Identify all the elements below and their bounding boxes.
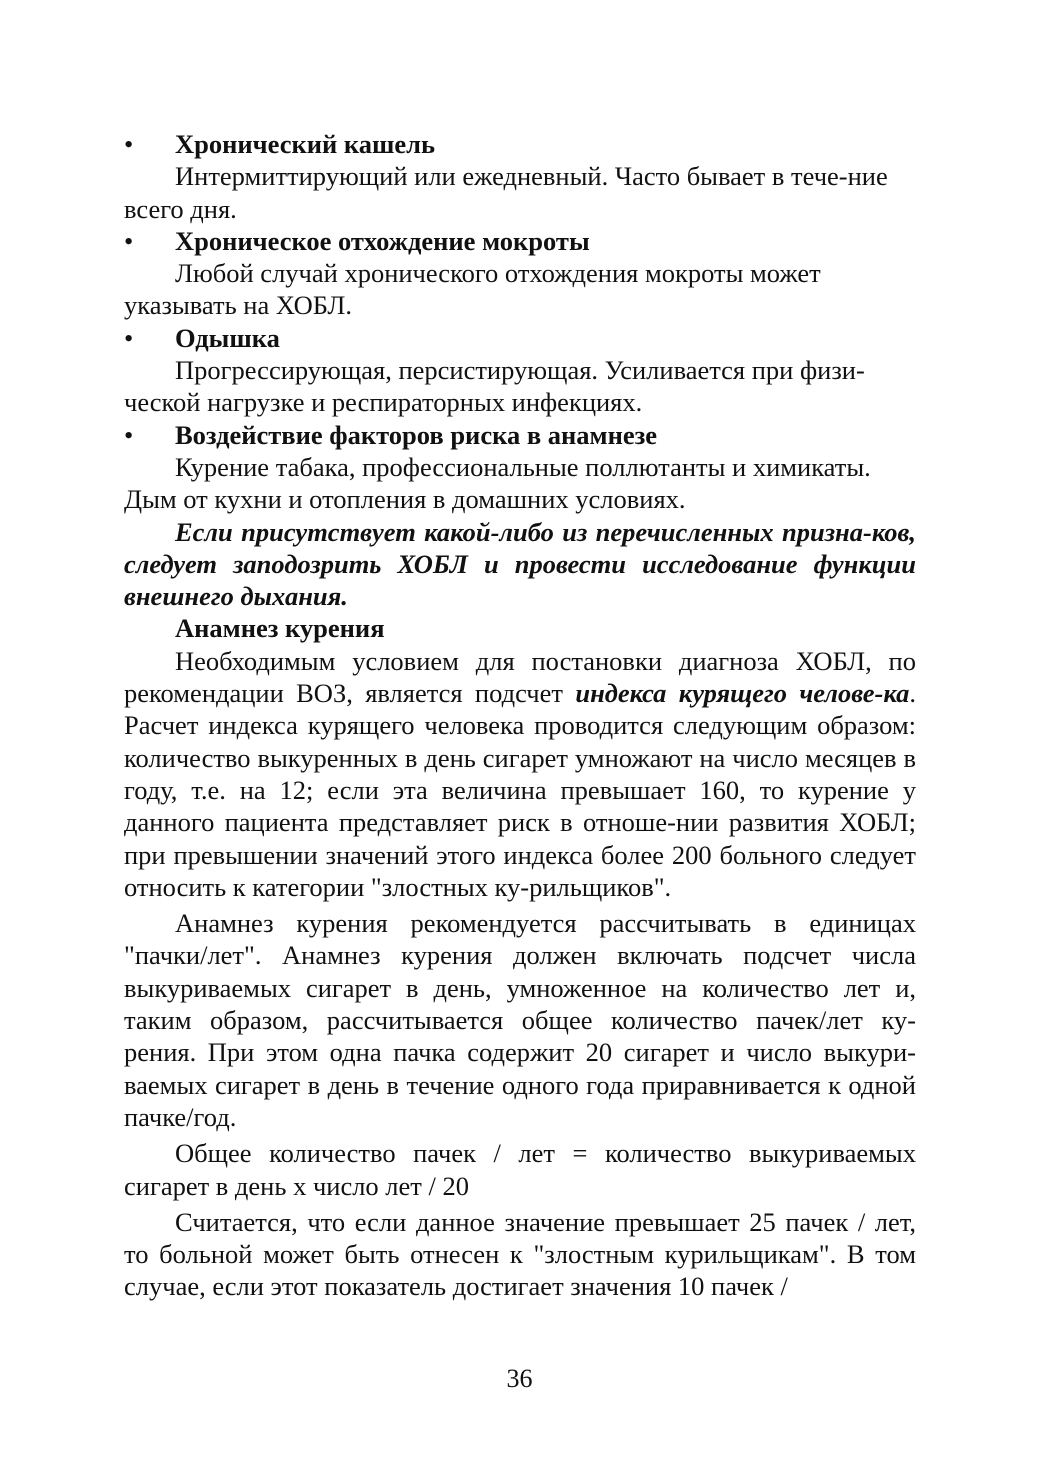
bullet-marker: • — [124, 322, 134, 353]
bullet-heading-chronic-cough — [124, 128, 916, 160]
bullet-title: Воздействие факторов риска в анамнезе — [175, 419, 658, 450]
paragraph-text: Необходимым условием для постановки диагноза ХОБЛ, по рекомендации ВОЗ, является подсчет — [124, 645, 916, 709]
bullet-description: Интермиттирующий или ежедневный. Часто бывает в тече-ние всего дня. — [124, 161, 888, 224]
bullet-marker: • — [124, 419, 134, 450]
bullet-title: Одышка — [175, 322, 280, 353]
bullet-description: Курение табака, профессиональные поллютанты и химикаты. Дым от кухни и отопления в домашних условиях. — [124, 451, 871, 515]
paragraph-smoking-index — [124, 645, 916, 903]
paragraph-pack-years: Анамнез курения рекомендуется рассчитывать в единицах "пачки/лет". Анамнез курения должен включать подсчет числа выкуриваемых сигарет в день, умноженное на количество лет и, таким образом, рассчитывается общее количество пачек/лет ку-рения. При этом одна пачка содержит 20 сигарет и число выкури-ваемых сигарет в день в течение одного года приравнивается к одной пачке/год. — [124, 908, 916, 1132]
bullet-description: Прогрессирующая, персистирующая. Усиливается при физи-ческой нагрузке и респираторных инфекциях. — [124, 355, 865, 418]
bullet-heading-sputum — [124, 225, 916, 257]
bullet-marker: • — [124, 129, 134, 159]
section-heading: Анамнез курения — [175, 613, 385, 644]
paragraph-text: . Расчет индекса курящего человека проводится следующим образом: количество выкуренных в день сигарет умножают на число месяцев в году, т.е. на 12; если эта величина превышает 160, то курение у данного пациента представляет риск в отноше-нии развития ХОБЛ; при превышении значений этого индекса более 200 больного следует относить к категории "злостных ку-рильщиков". — [124, 678, 916, 902]
page-body — [124, 128, 916, 1303]
page-number: 36 — [506, 1364, 533, 1393]
bullet-title: Хроническое отхождение мокроты — [175, 225, 590, 256]
emphasis-paragraph: Если присутствует какой-либо из перечисленных призна-ков, следует заподозрить ХОБЛ и провести исследование функции внешнего дыхания. — [124, 516, 916, 612]
bullet-title: Хронический кашель — [175, 129, 436, 159]
paragraph-threshold: Считается, что если данное значение превышает 25 пачек / лет, то больной может быть отнесен к "злостным курильщикам". В том случае, если этот показатель достигает значения 10 пачек / — [124, 1206, 916, 1302]
paragraph-formula: Общее количество пачек / лет = количество выкуриваемых сигарет в день х число лет / 20 — [124, 1138, 916, 1201]
bullet-description: Любой случай хронического отхождения мокроты может указывать на ХОБЛ. — [124, 258, 821, 321]
bullet-marker: • — [124, 225, 134, 256]
bullet-heading-risk-factors — [124, 419, 916, 451]
bullet-heading-dyspnea — [124, 322, 916, 354]
emphasized-term: индекса курящего челове-ка — [575, 678, 910, 709]
